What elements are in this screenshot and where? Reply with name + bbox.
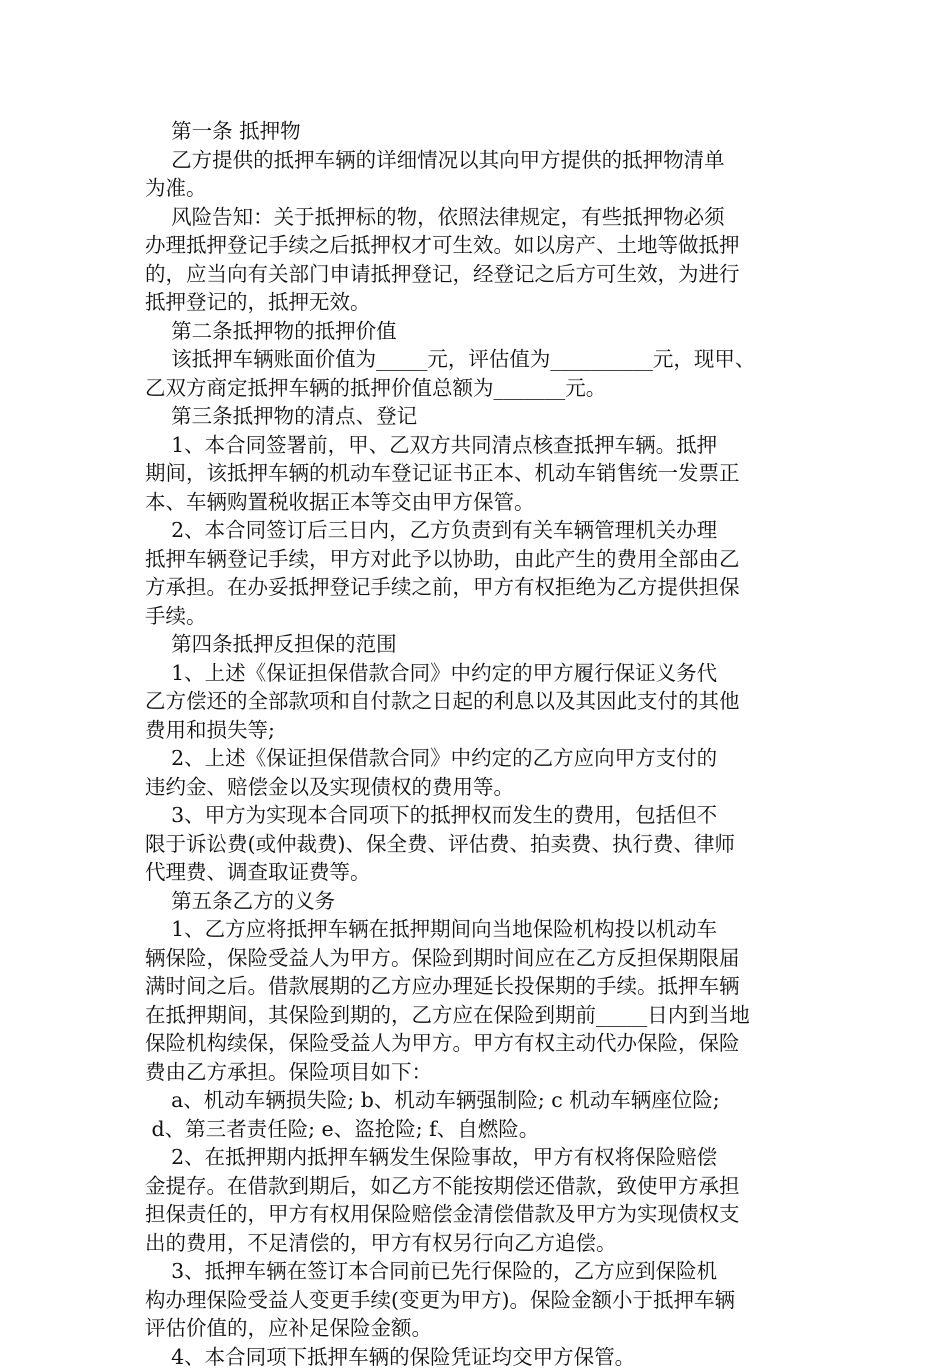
document-body xyxy=(145,117,825,1371)
text-line: 满时间之后。借款展期的乙方应办理延长投保期的手续。抵押车辆 xyxy=(145,972,825,1001)
text-line: 1、乙方应将抵押车辆在抵押期间向当地保险机构投以机动车 xyxy=(145,915,825,944)
text-line: 风险告知：关于抵押标的物，依照法律规定，有些抵押物必须 xyxy=(145,203,825,232)
text-line: 本、车辆购置税收据正本等交由甲方保管。 xyxy=(145,488,825,517)
text-line: 代理费、调查取证费等。 xyxy=(145,858,825,887)
text-line: 手续。 xyxy=(145,602,825,631)
text-line: 该抵押车辆账面价值为_____元，评估值为__________元，现甲、 xyxy=(145,345,825,374)
article-4-heading: 第四条抵押反担保的范围 xyxy=(145,630,825,659)
text-line: 构办理保险受益人变更手续(变更为甲方)。保险金额小于抵押车辆 xyxy=(145,1286,825,1315)
article-5-heading: 第五条乙方的义务 xyxy=(145,887,825,916)
text-line: 1、本合同签署前，甲、乙双方共同清点核查抵押车辆。抵押 xyxy=(145,431,825,460)
text-line: 保险机构续保，保险受益人为甲方。甲方有权主动代办保险，保险 xyxy=(145,1029,825,1058)
text-line: 乙方偿还的全部款项和自付款之日起的利息以及其因此支付的其他 xyxy=(145,687,825,716)
text-line: 违约金、赔偿金以及实现债权的费用等。 xyxy=(145,773,825,802)
text-line: 出的费用，不足清偿的，甲方有权另行向乙方追偿。 xyxy=(145,1229,825,1258)
text-line: 2、本合同签订后三日内，乙方负责到有关车辆管理机关办理 xyxy=(145,516,825,545)
article-3-heading: 第三条抵押物的清点、登记 xyxy=(145,402,825,431)
text-line: 在抵押期间，其保险到期的，乙方应在保险到期前_____日内到当地 xyxy=(145,1001,825,1030)
text-line: 3、甲方为实现本合同项下的抵押权而发生的费用，包括但不 xyxy=(145,801,825,830)
text-line: 金提存。在借款到期后，如乙方不能按期偿还借款，致使甲方承担 xyxy=(145,1172,825,1201)
article-2-heading: 第二条抵押物的抵押价值 xyxy=(145,317,825,346)
text-line: 办理抵押登记手续之后抵押权才可生效。如以房产、土地等做抵押 xyxy=(145,231,825,260)
text-line: 2、上述《保证担保借款合同》中约定的乙方应向甲方支付的 xyxy=(145,744,825,773)
text-line: 4、本合同项下抵押车辆的保险凭证均交甲方保管。 xyxy=(145,1343,825,1371)
text-line: 担保责任的，甲方有权用保险赔偿金清偿借款及甲方为实现债权支 xyxy=(145,1200,825,1229)
insurance-items-line: d、第三者责任险; e、盗抢险; f、自燃险。 xyxy=(145,1115,825,1144)
text-line: 限于诉讼费(或仲裁费)、保全费、评估费、拍卖费、执行费、律师 xyxy=(145,830,825,859)
text-line: 方承担。在办妥抵押登记手续之前，甲方有权拒绝为乙方提供担保 xyxy=(145,573,825,602)
insurance-items-line: a、机动车辆损失险; b、机动车辆强制险; c 机动车辆座位险; xyxy=(145,1086,825,1115)
text-line: 为准。 xyxy=(145,174,825,203)
text-line: 评估价值的，应补足保险金额。 xyxy=(145,1314,825,1343)
text-line: 2、在抵押期内抵押车辆发生保险事故，甲方有权将保险赔偿 xyxy=(145,1143,825,1172)
text-line: 3、抵押车辆在签订本合同前已先行保险的，乙方应到保险机 xyxy=(145,1257,825,1286)
article-1-heading: 第一条 抵押物 xyxy=(145,117,825,146)
text-line: 费用和损失等; xyxy=(145,716,825,745)
text-line: 辆保险，保险受益人为甲方。保险到期时间应在乙方反担保期限届 xyxy=(145,944,825,973)
text-line: 乙双方商定抵押车辆的抵押价值总额为_______元。 xyxy=(145,374,825,403)
text-line: 费由乙方承担。保险项目如下： xyxy=(145,1058,825,1087)
text-line: 期间，该抵押车辆的机动车登记证书正本、机动车销售统一发票正 xyxy=(145,459,825,488)
text-line: 的，应当向有关部门申请抵押登记，经登记之后方可生效，为进行 xyxy=(145,260,825,289)
text-line: 抵押登记的，抵押无效。 xyxy=(145,288,825,317)
text-line: 1、上述《保证担保借款合同》中约定的甲方履行保证义务代 xyxy=(145,659,825,688)
text-line: 乙方提供的抵押车辆的详细情况以其向甲方提供的抵押物清单 xyxy=(145,146,825,175)
text-line: 抵押车辆登记手续，甲方对此予以协助，由此产生的费用全部由乙 xyxy=(145,545,825,574)
